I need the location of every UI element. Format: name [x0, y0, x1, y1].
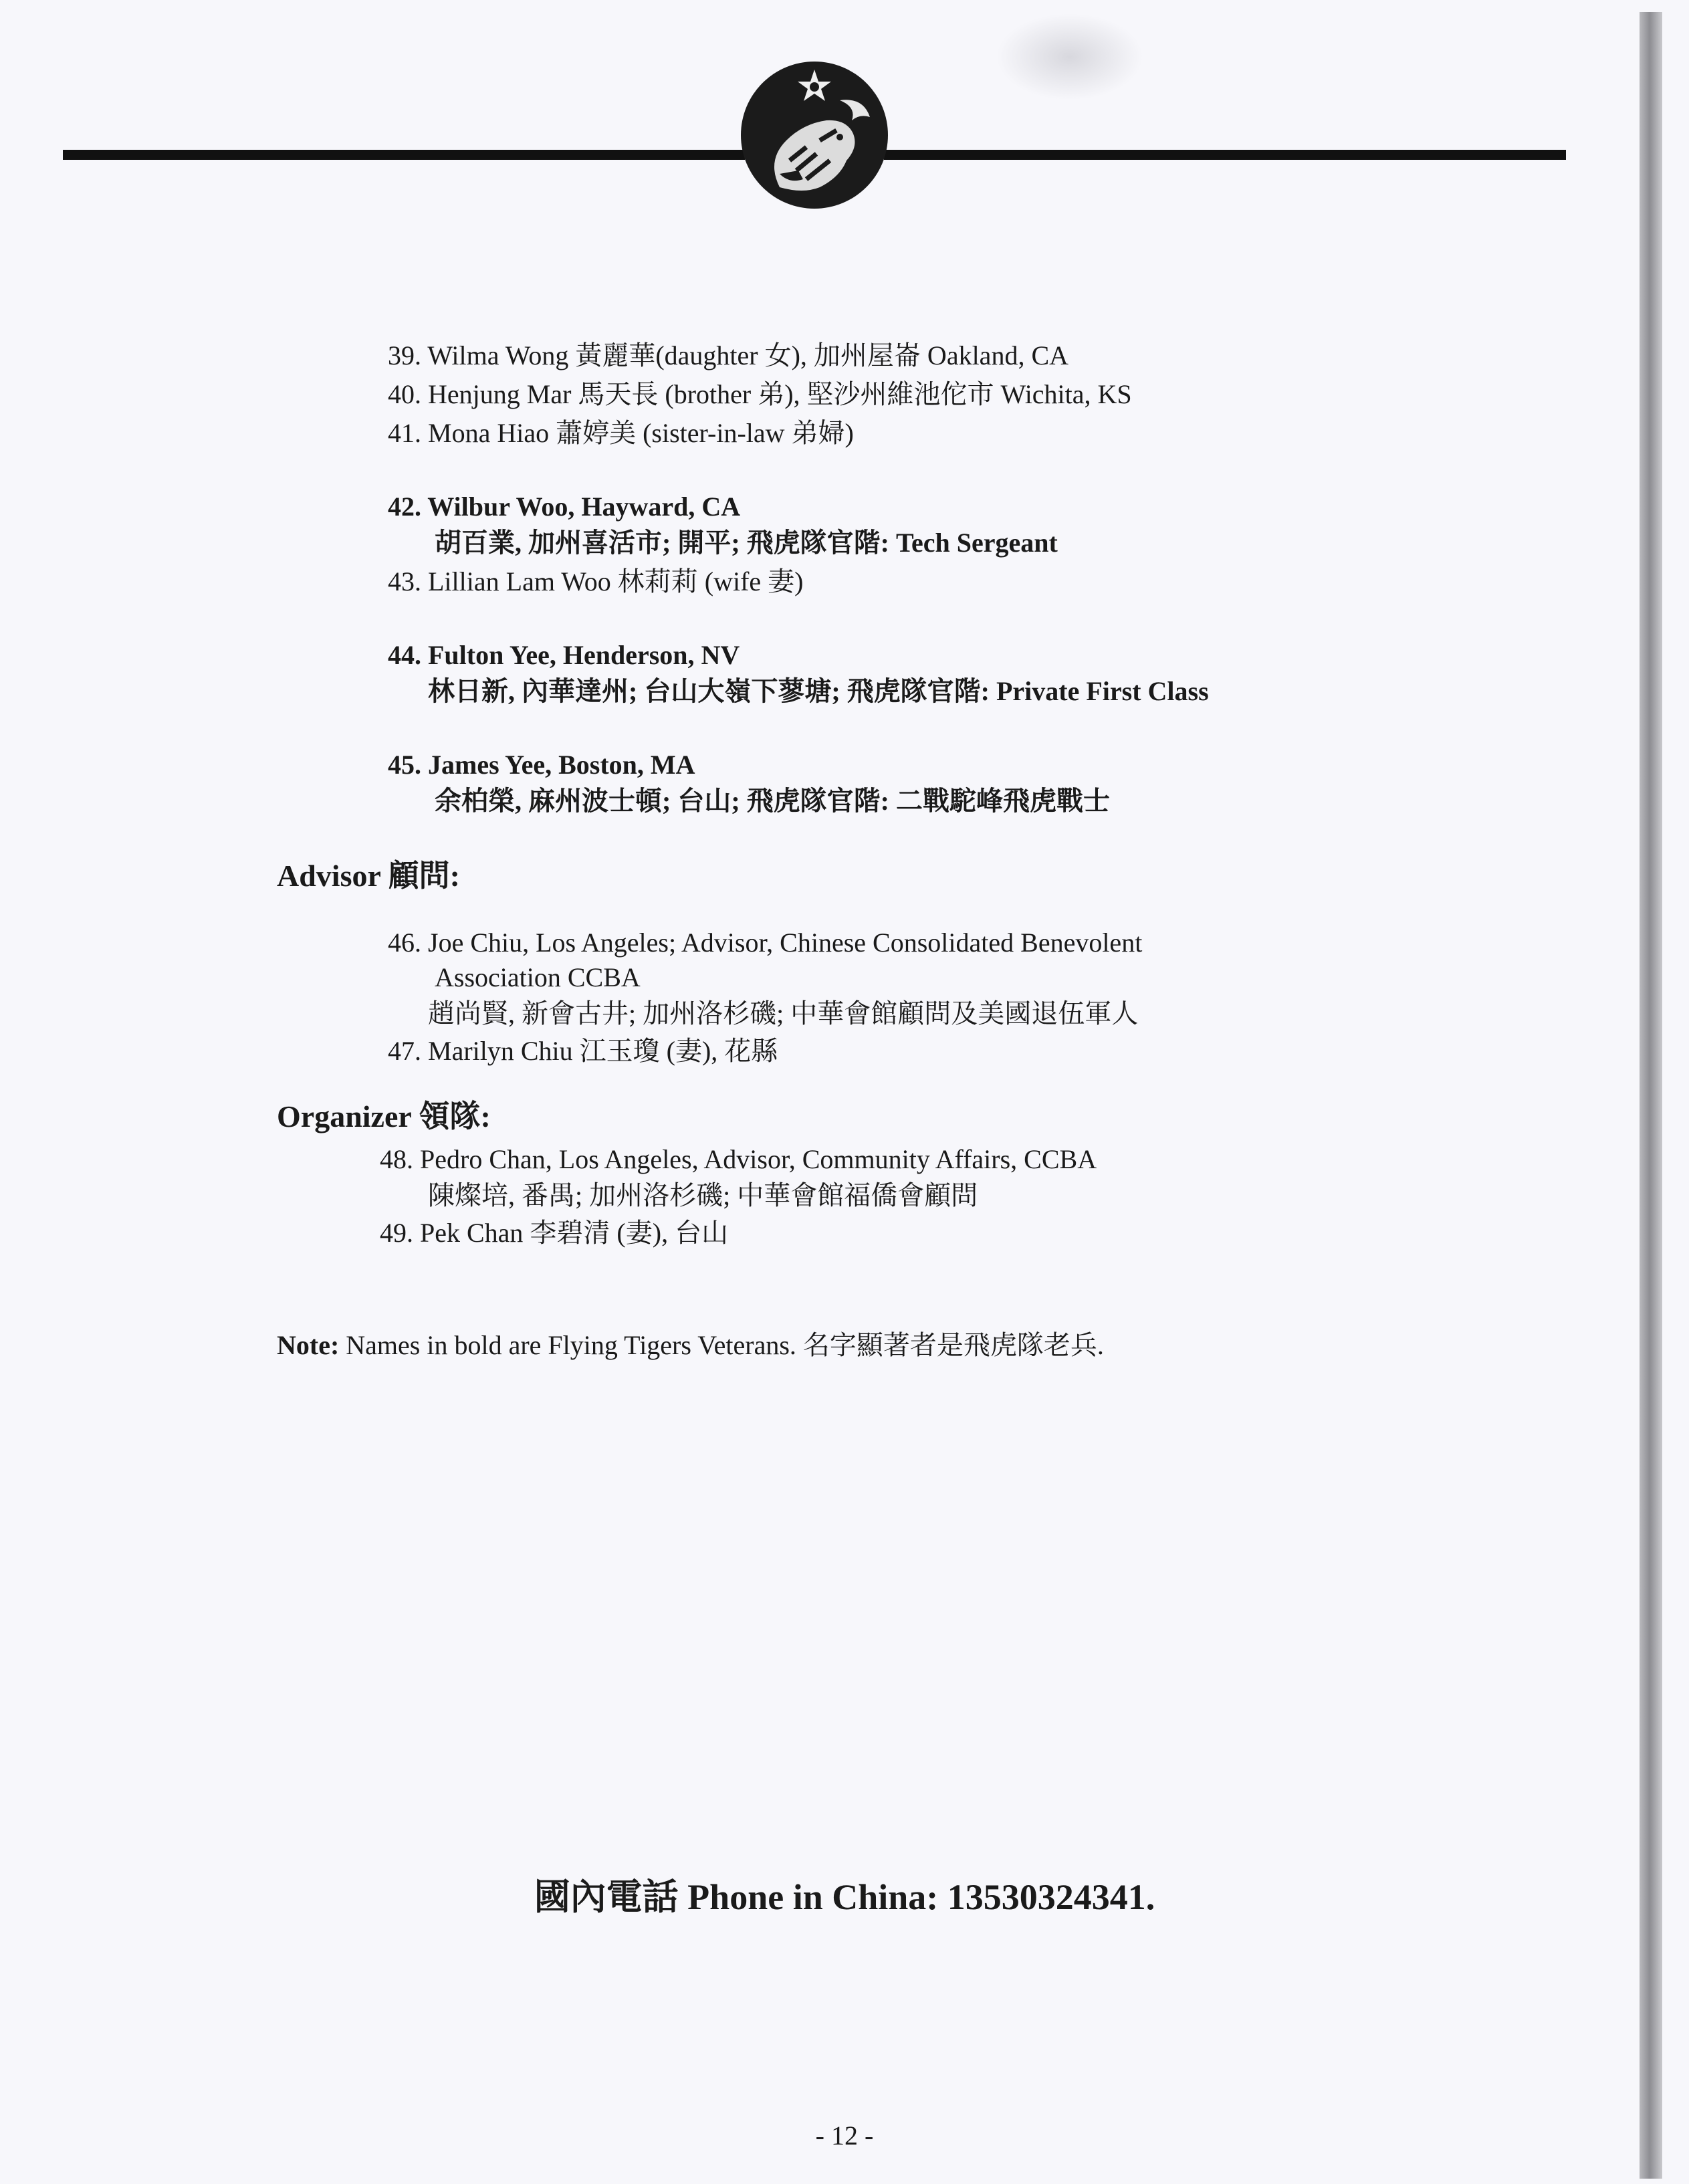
list-item-44-detail: 林日新, 內華達州; 台山大嶺下蓼塘; 飛虎隊官階: Private First Class — [428, 676, 1209, 706]
list-item-47: 47. Marilyn Chiu 江玉瓊 (妻), 花縣 — [388, 1036, 778, 1066]
list-item-46-detail: 趙尚賢, 新會古井; 加州洛杉磯; 中華會館顧問及美國退伍軍人 — [428, 998, 1139, 1028]
organizer-heading: Organizer 領隊: — [277, 1099, 491, 1133]
list-item-46: 46. Joe Chiu, Los Angeles; Advisor, Chinese Consolidated Benevolent — [388, 927, 1143, 958]
phone-in-china: 國內電話 Phone in China: 13530324341. — [534, 1877, 1155, 1917]
page-number: - 12 - — [815, 2120, 874, 2151]
list-item-46-cont: Association CCBA — [435, 962, 641, 992]
list-item-42: 42. Wilbur Woo, Hayward, CA — [388, 492, 741, 522]
header-rule-left — [63, 150, 745, 160]
list-item-48: 48. Pedro Chan, Los Angeles, Advisor, Community Affairs, CCBA — [380, 1144, 1097, 1174]
advisor-heading: Advisor 顧問: — [277, 859, 460, 893]
scan-smudge — [996, 13, 1143, 100]
list-item-45: 45. James Yee, Boston, MA — [388, 750, 695, 780]
list-item-44: 44. Fulton Yee, Henderson, NV — [388, 640, 740, 670]
flying-tiger-emblem-icon — [740, 60, 889, 210]
note — [277, 1328, 1104, 1363]
list-item-40: 40. Henjung Mar 馬天長 (brother 弟), 堅沙州維池佗市 Wichita, KS — [388, 379, 1132, 409]
list-item-48-detail: 陳燦培, 番禺; 加州洛杉磯; 中華會館福僑會顧問 — [428, 1180, 978, 1210]
list-item-43: 43. Lillian Lam Woo 林莉莉 (wife 妻) — [388, 566, 804, 596]
header-rule-right — [884, 150, 1566, 160]
list-item-45-detail: 余柏榮, 麻州波士頓; 台山; 飛虎隊官階: 二戰駝峰飛虎戰士 — [435, 786, 1110, 816]
list-item-39: 39. Wilma Wong 黃麗華(daughter 女), 加州屋崙 Oakland, CA — [388, 340, 1069, 370]
scan-page-edge — [1640, 12, 1662, 2179]
list-item-41: 41. Mona Hiao 蕭婷美 (sister-in-law 弟婦) — [388, 418, 854, 448]
list-item-49: 49. Pek Chan 李碧清 (妻), 台山 — [380, 1218, 729, 1248]
note-label: Note: — [277, 1330, 340, 1360]
note-text: Names in bold are Flying Tigers Veterans. 名字顯著者是飛虎隊老兵. — [339, 1330, 1104, 1360]
list-item-42-detail: 胡百業, 加州喜活市; 開平; 飛虎隊官階: Tech Sergeant — [435, 528, 1058, 558]
